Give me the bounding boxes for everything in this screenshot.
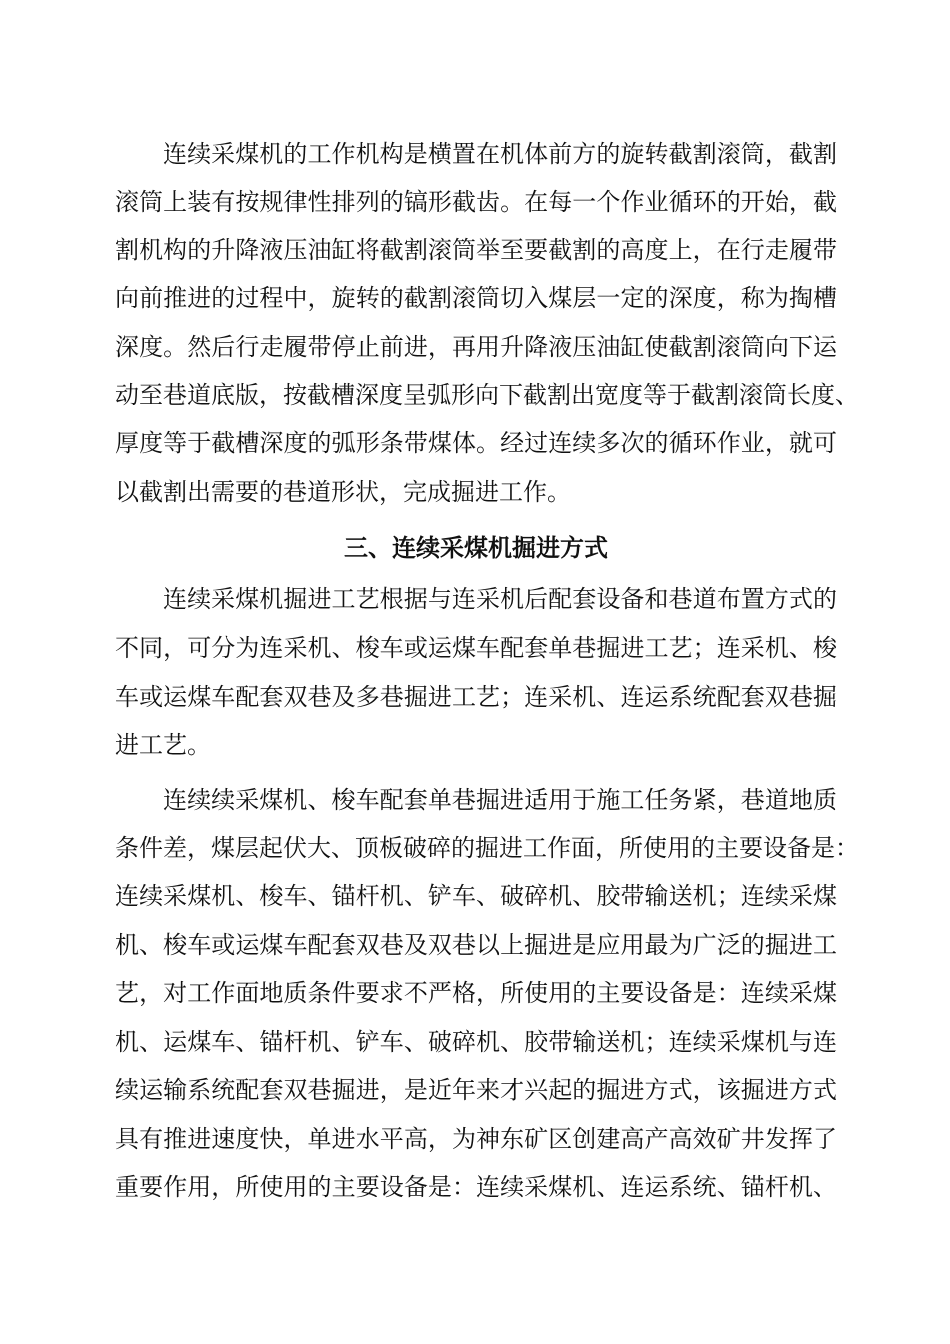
paragraph-1-line-1: 连续采煤机的工作机构是横置在机体前方的旋转截割滚筒，截割: [163, 140, 837, 168]
paragraph-2-line-4: 进工艺。: [115, 731, 211, 759]
paragraph-3-line-9: 重要作用，所使用的主要设备是：连续采煤机、连运系统、锚杆机、: [115, 1173, 837, 1201]
paragraph-3-line-6: 机、运煤车、锚杆机、铲车、破碎机、胶带输送机；连续采煤机与连: [115, 1028, 837, 1056]
paragraph-1-line-3: 割机构的升降液压油缸将截割滚筒举至要截割的高度上，在行走履带: [115, 236, 837, 264]
paragraph-3-line-2: 条件差，煤层起伏大、顶板破碎的掘进工作面，所使用的主要设备是：: [115, 834, 859, 862]
paragraph-1-line-8: 以截割出需要的巷道形状，完成掘进工作。: [115, 478, 571, 506]
paragraph-2-line-1: 连续采煤机掘进工艺根据与连采机后配套设备和巷道布置方式的: [163, 585, 837, 613]
paragraph-3-line-3: 连续采煤机、梭车、锚杆机、铲车、破碎机、胶带输送机；连续采煤: [115, 882, 837, 910]
paragraph-1-line-7: 厚度等于截槽深度的弧形条带煤体。经过连续多次的循环作业，就可: [115, 429, 837, 457]
paragraph-2-line-2: 不同，可分为连采机、梭车或运煤车配套单巷掘进工艺；连采机、梭: [115, 634, 837, 662]
paragraph-1-line-2: 滚筒上装有按规律性排列的镐形截齿。在每一个作业循环的开始，截: [115, 188, 837, 216]
paragraph-3-line-5: 艺，对工作面地质条件要求不严格，所使用的主要设备是：连续采煤: [115, 979, 837, 1007]
paragraph-3-line-7: 续运输系统配套双巷掘进，是近年来才兴起的掘进方式，该掘进方式: [115, 1076, 837, 1104]
paragraph-1-line-5: 深度。然后行走履带停止前进，再用升降液压油缸使截割滚筒向下运: [115, 333, 837, 361]
paragraph-3-line-4: 机、梭车或运煤车配套双巷及双巷以上掘进是应用最为广泛的掘进工: [115, 931, 837, 959]
paragraph-1-line-4: 向前推进的过程中，旋转的截割滚筒切入煤层一定的深度，称为掏槽: [115, 284, 837, 312]
paragraph-2-line-3: 车或运煤车配套双巷及多巷掘进工艺；连采机、连运系统配套双巷掘: [115, 683, 837, 711]
section-heading: 三、连续采煤机掘进方式: [344, 534, 608, 562]
paragraph-3-line-8: 具有推进速度快，单进水平高，为神东矿区创建高产高效矿井发挥了: [115, 1125, 837, 1153]
paragraph-3-line-1: 连续续采煤机、梭车配套单巷掘进适用于施工任务紧，巷道地质: [163, 786, 837, 814]
paragraph-1-line-6: 动至巷道底版，按截槽深度呈弧形向下截割出宽度等于截割滚筒长度、: [115, 381, 859, 409]
